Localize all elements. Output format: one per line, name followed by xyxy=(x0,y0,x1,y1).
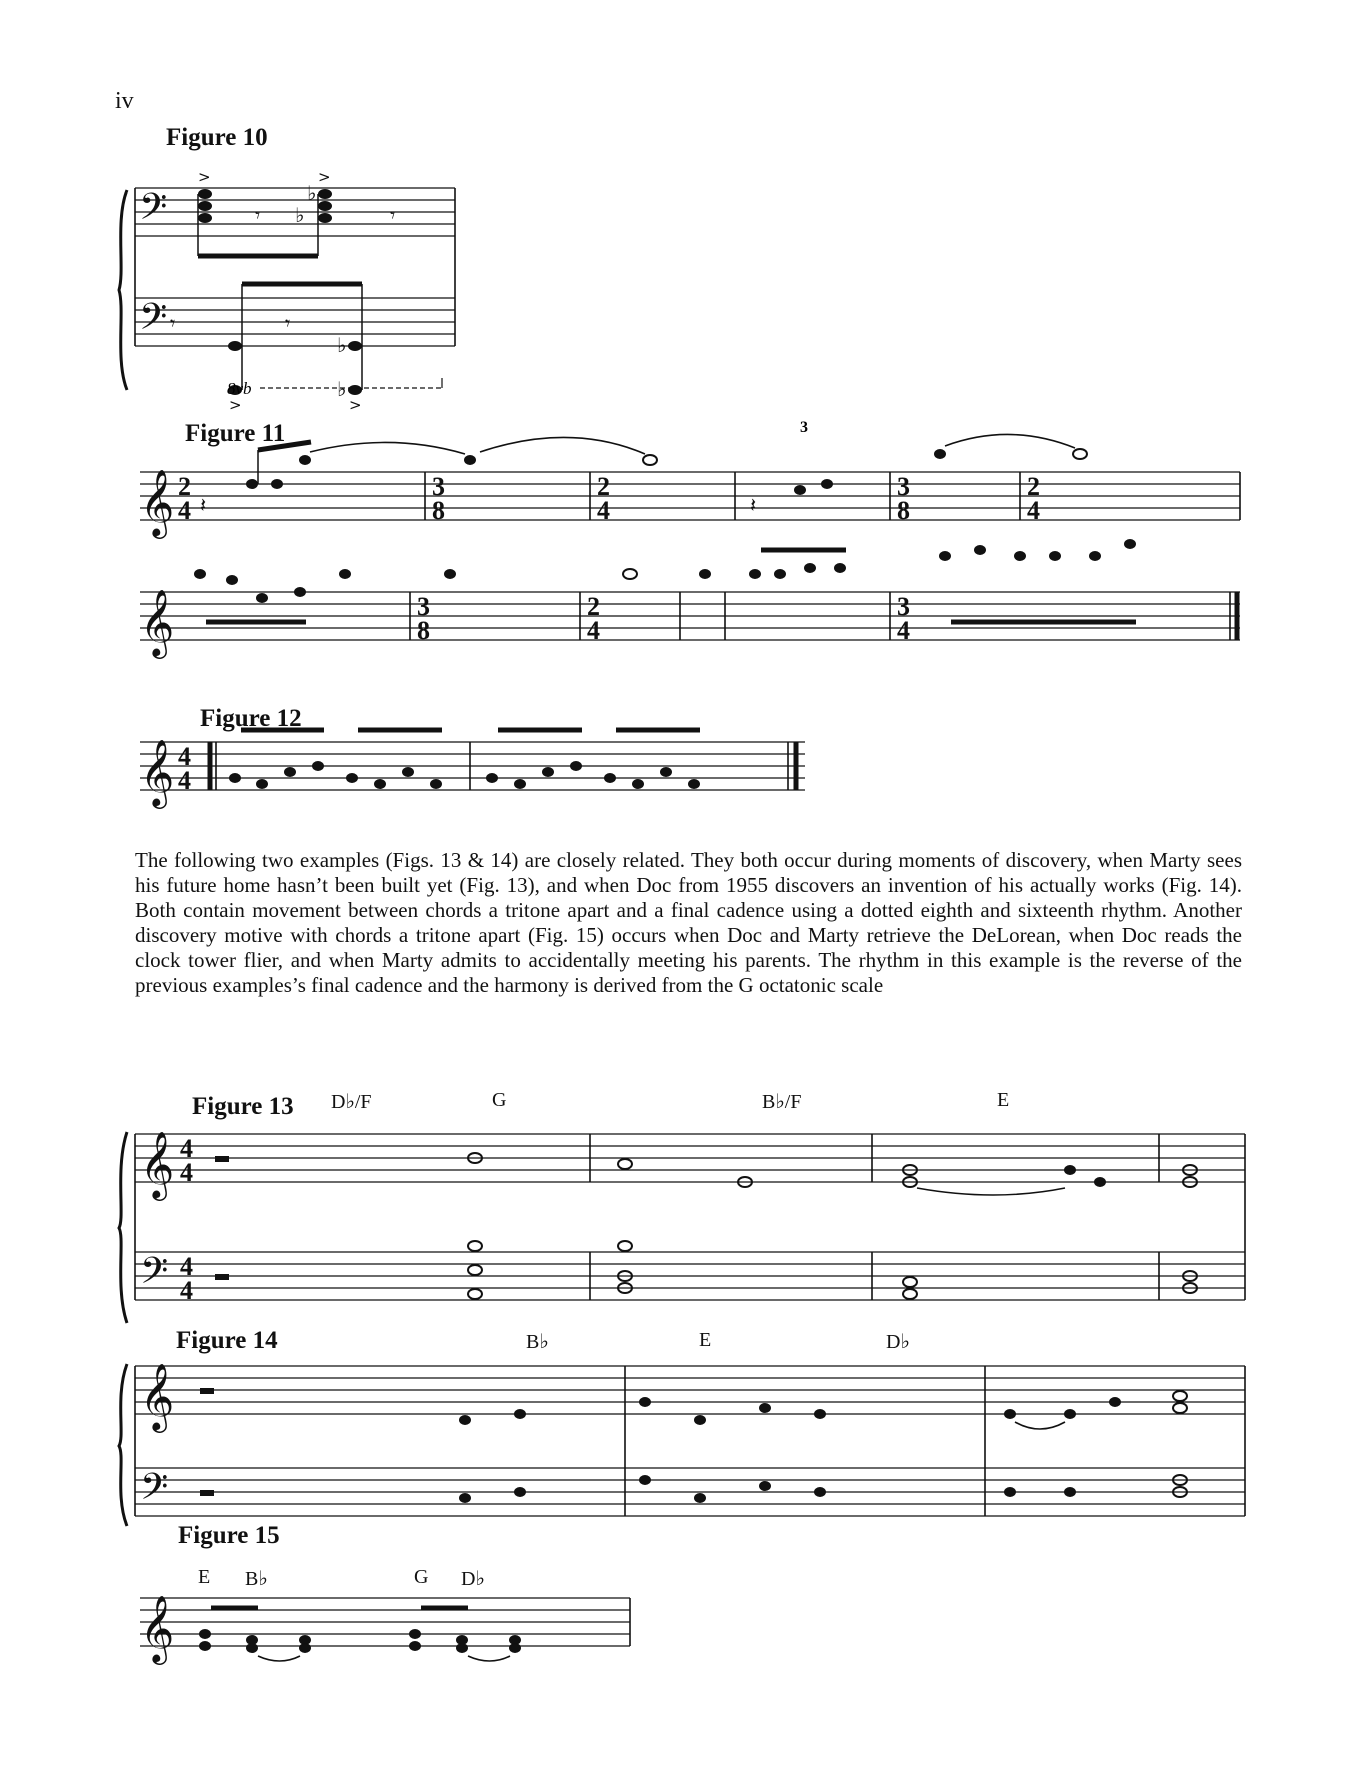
svg-text:3: 3 xyxy=(897,472,910,501)
figure-12-label: Figure 12 xyxy=(200,705,302,732)
figure-14-label: Figure 14 xyxy=(176,1327,278,1354)
svg-text:4: 4 xyxy=(178,742,191,771)
figure-14-score xyxy=(115,1356,1255,1526)
svg-text:2: 2 xyxy=(597,472,610,501)
svg-text:4: 4 xyxy=(1027,496,1040,525)
svg-text:𝄾: 𝄾 xyxy=(255,203,261,227)
figure-13-label: Figure 13 xyxy=(192,1093,294,1120)
chord-symbol: B♭ xyxy=(245,1568,268,1590)
treble-clef-icon: 𝄞 xyxy=(140,588,175,656)
svg-text:2: 2 xyxy=(178,472,191,501)
svg-text:𝄞: 𝄞 xyxy=(140,1130,175,1198)
svg-text:3: 3 xyxy=(800,419,808,436)
svg-text:4: 4 xyxy=(180,1252,193,1281)
svg-text:8: 8 xyxy=(417,616,430,645)
svg-text:>: > xyxy=(318,168,331,186)
chord-symbol: D♭ xyxy=(886,1331,910,1353)
figure-11-score-line-2 xyxy=(140,552,1260,672)
chord-symbol: E xyxy=(198,1566,211,1588)
svg-text:>: > xyxy=(229,396,242,414)
svg-text:4: 4 xyxy=(180,1134,193,1163)
figure-12-score xyxy=(140,730,820,810)
svg-text:4: 4 xyxy=(897,616,910,645)
svg-text:𝄾: 𝄾 xyxy=(170,311,176,335)
svg-text:𝄞: 𝄞 xyxy=(140,1594,175,1662)
svg-text:4: 4 xyxy=(178,766,191,795)
chord-symbol: G xyxy=(492,1089,507,1111)
chord-symbol: B♭ xyxy=(526,1331,549,1353)
svg-text:♭: ♭ xyxy=(337,377,347,401)
accent-icon: > xyxy=(198,168,211,186)
svg-text:8: 8 xyxy=(897,496,910,525)
figure-13-score xyxy=(115,1118,1255,1318)
svg-text:♭: ♭ xyxy=(337,333,347,357)
chord-symbol: E xyxy=(997,1089,1010,1111)
figure-11-score-line-1 xyxy=(140,419,1260,536)
bass-clef-icon: 𝄢 xyxy=(139,296,168,347)
page-number: iv xyxy=(115,88,134,114)
flat-icon: ♭ xyxy=(295,203,305,227)
chord-symbol: B♭/F xyxy=(762,1091,802,1113)
svg-text:𝄽: 𝄽 xyxy=(750,493,757,517)
chord-symbol: E xyxy=(699,1329,712,1351)
flat-icon: ♭ xyxy=(307,181,317,205)
notes-measure-2 xyxy=(486,730,700,789)
figure-15-label: Figure 15 xyxy=(178,1522,280,1549)
chord-symbol: D♭ xyxy=(461,1568,485,1590)
svg-text:𝄢: 𝄢 xyxy=(140,1250,169,1301)
svg-text:2: 2 xyxy=(1027,472,1040,501)
figure-10-label: Figure 10 xyxy=(166,124,268,151)
treble-clef-icon: 𝄞 xyxy=(140,738,175,806)
svg-text:𝄢: 𝄢 xyxy=(140,1466,169,1517)
bass-clef-icon: 𝄢 xyxy=(139,186,168,237)
body-paragraph: The following two examples (Figs. 13 & 14) are closely related. They both occur during moments of discovery, when Marty sees his future home hasn’t been built yet (Fig. 13), and when Doc from 1955 discovers an invention of his actually works (Fig. 14). Both contain movement between chords a tritone apart and a final cadence using a dotted eighth and sixteenth rhythm. Another discovery motive with chords a tritone apart (Fig. 15) occurs when Doc and Marty retrieve the DeLorean, when Doc reads the clock tower flier, and when Marty admits to accidentally meeting his parents. The rhythm in this example is the reverse of the previous examples’s final cadence and the harmony is derived from the G octatonic scale xyxy=(135,848,1242,997)
svg-text:8vb: 8vb xyxy=(227,379,252,398)
svg-text:4: 4 xyxy=(178,496,191,525)
svg-text:𝄾: 𝄾 xyxy=(390,203,396,227)
chord-symbol: G xyxy=(414,1566,429,1588)
svg-text:𝄞: 𝄞 xyxy=(140,1362,175,1430)
svg-text:3: 3 xyxy=(432,472,445,501)
svg-text:4: 4 xyxy=(180,1276,193,1305)
treble-clef-icon: 𝄞 xyxy=(140,468,175,536)
svg-text:4: 4 xyxy=(597,496,610,525)
svg-text:8: 8 xyxy=(432,496,445,525)
figure-15-score xyxy=(140,1588,640,1668)
figure-11-label: Figure 11 xyxy=(185,420,286,447)
svg-text:𝄾: 𝄾 xyxy=(285,311,291,335)
figure-10-score xyxy=(115,160,465,420)
chord-symbol: D♭/F xyxy=(331,1091,372,1113)
svg-text:4: 4 xyxy=(180,1158,193,1187)
svg-text:3: 3 xyxy=(897,592,910,621)
svg-text:>: > xyxy=(349,396,362,414)
svg-text:2: 2 xyxy=(587,592,600,621)
svg-text:𝄽: 𝄽 xyxy=(200,493,207,517)
notes-measure-1 xyxy=(229,730,442,789)
svg-text:4: 4 xyxy=(587,616,600,645)
svg-text:3: 3 xyxy=(417,592,430,621)
